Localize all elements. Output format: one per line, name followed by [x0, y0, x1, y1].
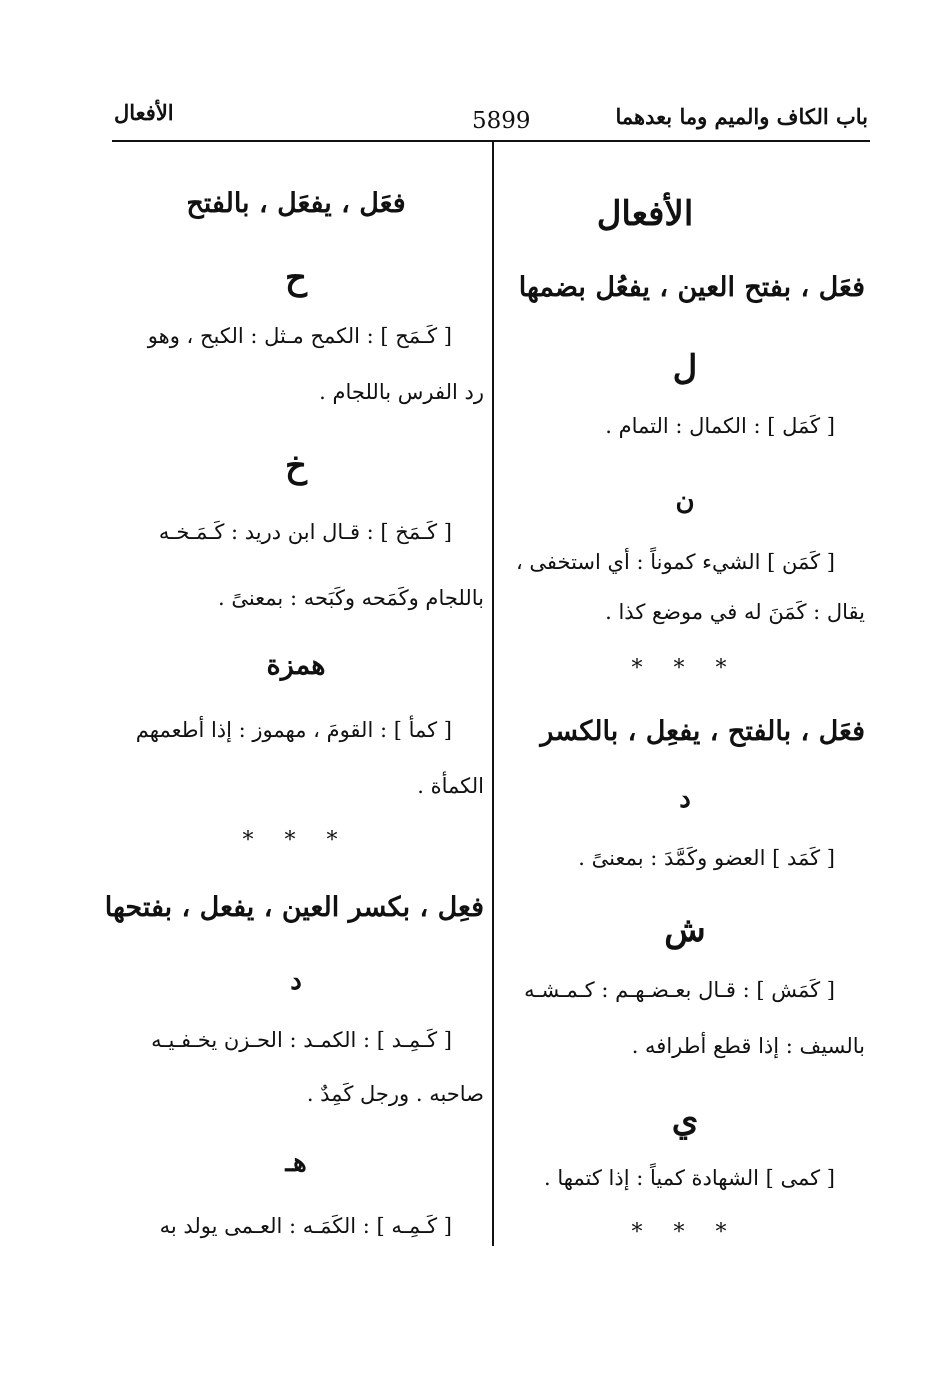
letter-heading: همزة — [266, 650, 326, 681]
entry-line: [ كَمَد ] العضو وكَمَّدَ : بمعنىً . — [578, 846, 835, 870]
entry-line: يقال : كَمَنَ له في موضع كذا . — [605, 600, 865, 624]
entry-line: [ كَـمَخ ] : قـال ابن دريد : كَـمَـخـه — [158, 520, 452, 544]
page-number: 5899 — [472, 108, 531, 134]
main-heading: الأفعال — [596, 194, 694, 234]
letter-heading: ش — [664, 910, 706, 950]
section-heading: فعِل ، بكسر العين ، يفعل ، بفتحها — [104, 892, 484, 923]
section-separator: * * * — [631, 656, 739, 681]
entry-line: باللجام وكَمَحه وكَبَحه : بمعنىً . — [217, 586, 484, 610]
entry-line: بالسيف : إذا قطع أطرافه . — [631, 1034, 865, 1058]
entry-line: [ كَمَش ] : قـال بعـضـهـم : كـمـشـه — [524, 978, 835, 1002]
header-rule — [112, 140, 870, 142]
letter-heading: ن — [675, 486, 695, 516]
section-heading: فعَل ، بفتح العين ، يفعُل بضمها — [518, 272, 865, 303]
section-running-title: الأفعال — [114, 100, 174, 125]
entry-line: رد الفرس باللجام . — [319, 380, 484, 404]
letter-heading: ي — [671, 1100, 699, 1140]
section-separator: * * * — [631, 1220, 739, 1245]
entry-line: [ كَـمِـد ] : الكمـد : الحـزن يخـفـيـه — [151, 1028, 452, 1052]
entry-line: [ كَمَن ] الشيء كموناً : أي استخفى ، — [515, 550, 835, 574]
section-heading: فعَل ، يفعَل ، بالفتح — [186, 188, 406, 219]
entry-line: [ كَمَل ] : الكمال : التمام . — [605, 414, 835, 438]
entry-line: [ كمأ ] : القومَ ، مهموز : إذا أطعمهم — [135, 718, 452, 742]
section-separator: * * * — [242, 828, 350, 853]
entry-line: [ كمى ] الشهادة كمياً : إذا كتمها . — [543, 1166, 835, 1190]
letter-heading: هـ — [285, 1148, 307, 1178]
section-heading: فعَل ، بالفتح ، يفعِل ، بالكسر — [540, 716, 865, 747]
letter-heading: ل — [672, 348, 698, 388]
entry-line: صاحبه . ورجل كَمِدٌ . — [306, 1082, 484, 1106]
letter-heading: د — [679, 784, 691, 814]
letter-heading: ح — [285, 258, 307, 298]
chapter-title: باب الكاف والميم وما بعدهما — [615, 104, 868, 129]
entry-line: [ كَـمِـه ] : الكَمَـه : العـمى يولد به — [159, 1214, 452, 1238]
entry-line: [ كَـمَح ] : الكمح مـثل : الكبح ، وهو — [147, 324, 452, 348]
letter-heading: خ — [285, 446, 307, 486]
letter-heading: د — [290, 966, 302, 996]
column-divider — [492, 142, 494, 1246]
entry-line: الكمأة . — [417, 774, 484, 798]
